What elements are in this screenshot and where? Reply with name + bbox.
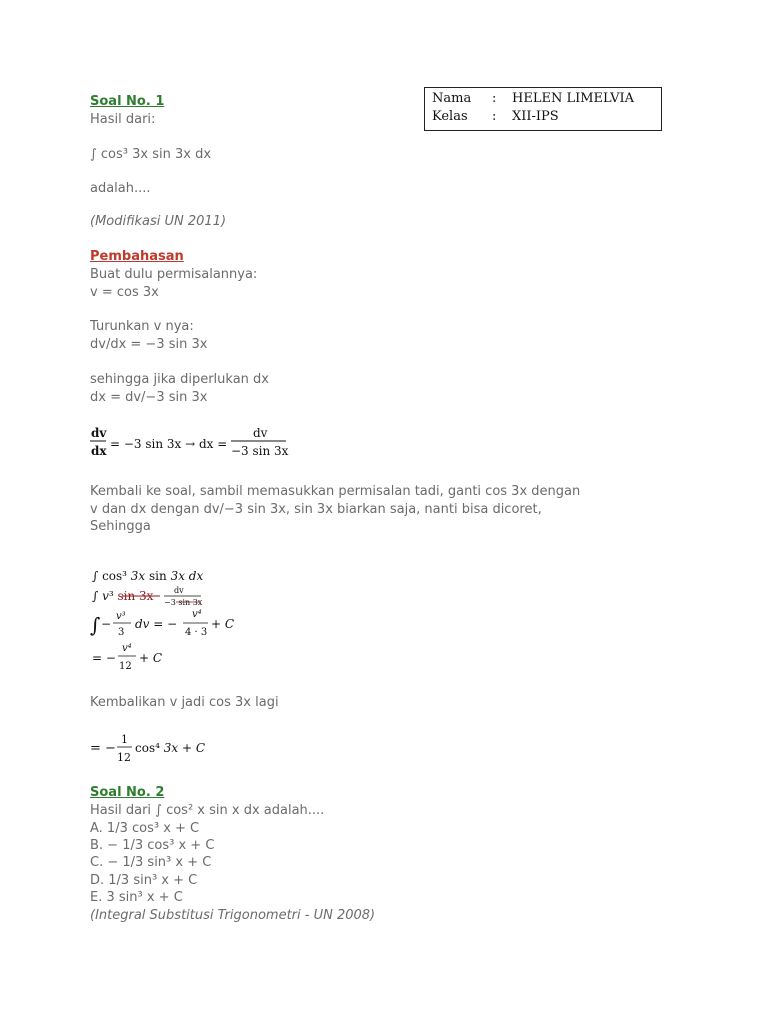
- svg-text:dv = −: dv = −: [135, 617, 178, 631]
- q2-option-d: D. 1/3 sin³ x + C: [90, 873, 198, 888]
- solution-p8: v dan dx dengan dv/−3 sin 3x, sin 3x biarkan saja, nanti bisa dicoret,: [90, 502, 542, 517]
- q2-question: Hasil dari ∫ cos² x sin x dx adalah....: [90, 803, 325, 818]
- q1-line3: adalah....: [90, 181, 151, 196]
- solution-p3: Turunkan v nya:: [90, 319, 194, 334]
- solution-p5: sehingga jika diperlukan dx: [90, 372, 269, 387]
- q1-source: (Modifikasi UN 2011): [90, 214, 227, 229]
- svg-text:12: 12: [117, 751, 131, 764]
- svg-text:= −3 sin 3x → dx =: = −3 sin 3x → dx =: [110, 437, 228, 451]
- final-answer-svg: [88, 730, 248, 766]
- svg-text:dv: dv: [91, 426, 107, 440]
- final-answer: [88, 730, 248, 770]
- svg-text:4 · 3: 4 · 3: [185, 627, 208, 638]
- solution-p1: Buat dulu permisalannya:: [90, 267, 258, 282]
- svg-text:dv: dv: [174, 586, 184, 595]
- svg-text:∫: ∫: [90, 613, 101, 637]
- name-value: HELEN LIMELVIA: [512, 91, 635, 106]
- solution-p2: v = cos 3x: [90, 285, 159, 300]
- svg-text:v⁴: v⁴: [192, 609, 202, 620]
- solution-p10: Kembalikan v jadi cos 3x lagi: [90, 695, 279, 710]
- q1-integral: ∫ cos³ 3x sin 3x dx: [90, 147, 212, 162]
- class-label: Kelas: [432, 109, 468, 124]
- svg-text:v⁴: v⁴: [122, 643, 132, 654]
- solution-p6: dx = dv/−3 sin 3x: [90, 390, 208, 405]
- derivative-equation: [88, 422, 308, 466]
- q2-heading: Soal No. 2: [90, 785, 165, 800]
- svg-text:−3 sin 3x: −3 sin 3x: [164, 598, 203, 607]
- svg-text:3: 3: [118, 627, 125, 638]
- student-class-row: [432, 108, 559, 126]
- q1-heading: Soal No. 1: [90, 94, 165, 109]
- solution-p4: dv/dx = −3 sin 3x: [90, 337, 208, 352]
- svg-text:dv: dv: [253, 426, 268, 440]
- solution-heading: Pembahasan: [90, 249, 184, 264]
- class-value: XII-IPS: [512, 109, 559, 124]
- svg-text:cos⁴ 3x + C: cos⁴ 3x + C: [135, 741, 206, 755]
- derivative-equation-svg: [88, 422, 308, 462]
- svg-text:−3 sin 3x: −3 sin 3x: [231, 444, 289, 458]
- q2-option-e: E. 3 sin³ x + C: [90, 890, 183, 905]
- svg-text:1: 1: [121, 733, 128, 746]
- svg-text:−: −: [101, 617, 112, 631]
- substitution-working: [88, 566, 288, 680]
- name-separator: :: [492, 91, 497, 106]
- svg-text:+ C: + C: [211, 617, 235, 631]
- name-label: Nama: [432, 91, 472, 106]
- svg-text:12: 12: [119, 661, 132, 672]
- student-name-row: [432, 90, 634, 108]
- q2-option-b: B. − 1/3 cos³ x + C: [90, 838, 215, 853]
- q2-option-c: C. − 1/3 sin³ x + C: [90, 855, 212, 870]
- svg-text:= −: = −: [92, 651, 116, 665]
- svg-text:= −: = −: [90, 741, 116, 756]
- class-separator: :: [492, 109, 497, 124]
- svg-text:∫ cos³ 3x sin 3x dx: ∫ cos³ 3x sin 3x dx: [92, 569, 204, 583]
- solution-p7: Kembali ke soal, sambil memasukkan permisalan tadi, ganti cos 3x dengan: [90, 484, 581, 499]
- student-info-box: [424, 87, 662, 131]
- solution-p9: Sehingga: [90, 519, 151, 534]
- q2-source: (Integral Substitusi Trigonometri - UN 2008): [90, 908, 376, 923]
- svg-text:dx: dx: [91, 444, 107, 458]
- svg-text:v³: v³: [116, 611, 126, 622]
- substitution-working-svg: [88, 566, 288, 676]
- svg-text:+ C: + C: [139, 651, 163, 665]
- q1-line1: Hasil dari:: [90, 112, 156, 127]
- svg-text:∫ v³ sin 3x: ∫ v³ sin 3x: [92, 589, 154, 603]
- q2-option-a: A. 1/3 cos³ x + C: [90, 821, 200, 836]
